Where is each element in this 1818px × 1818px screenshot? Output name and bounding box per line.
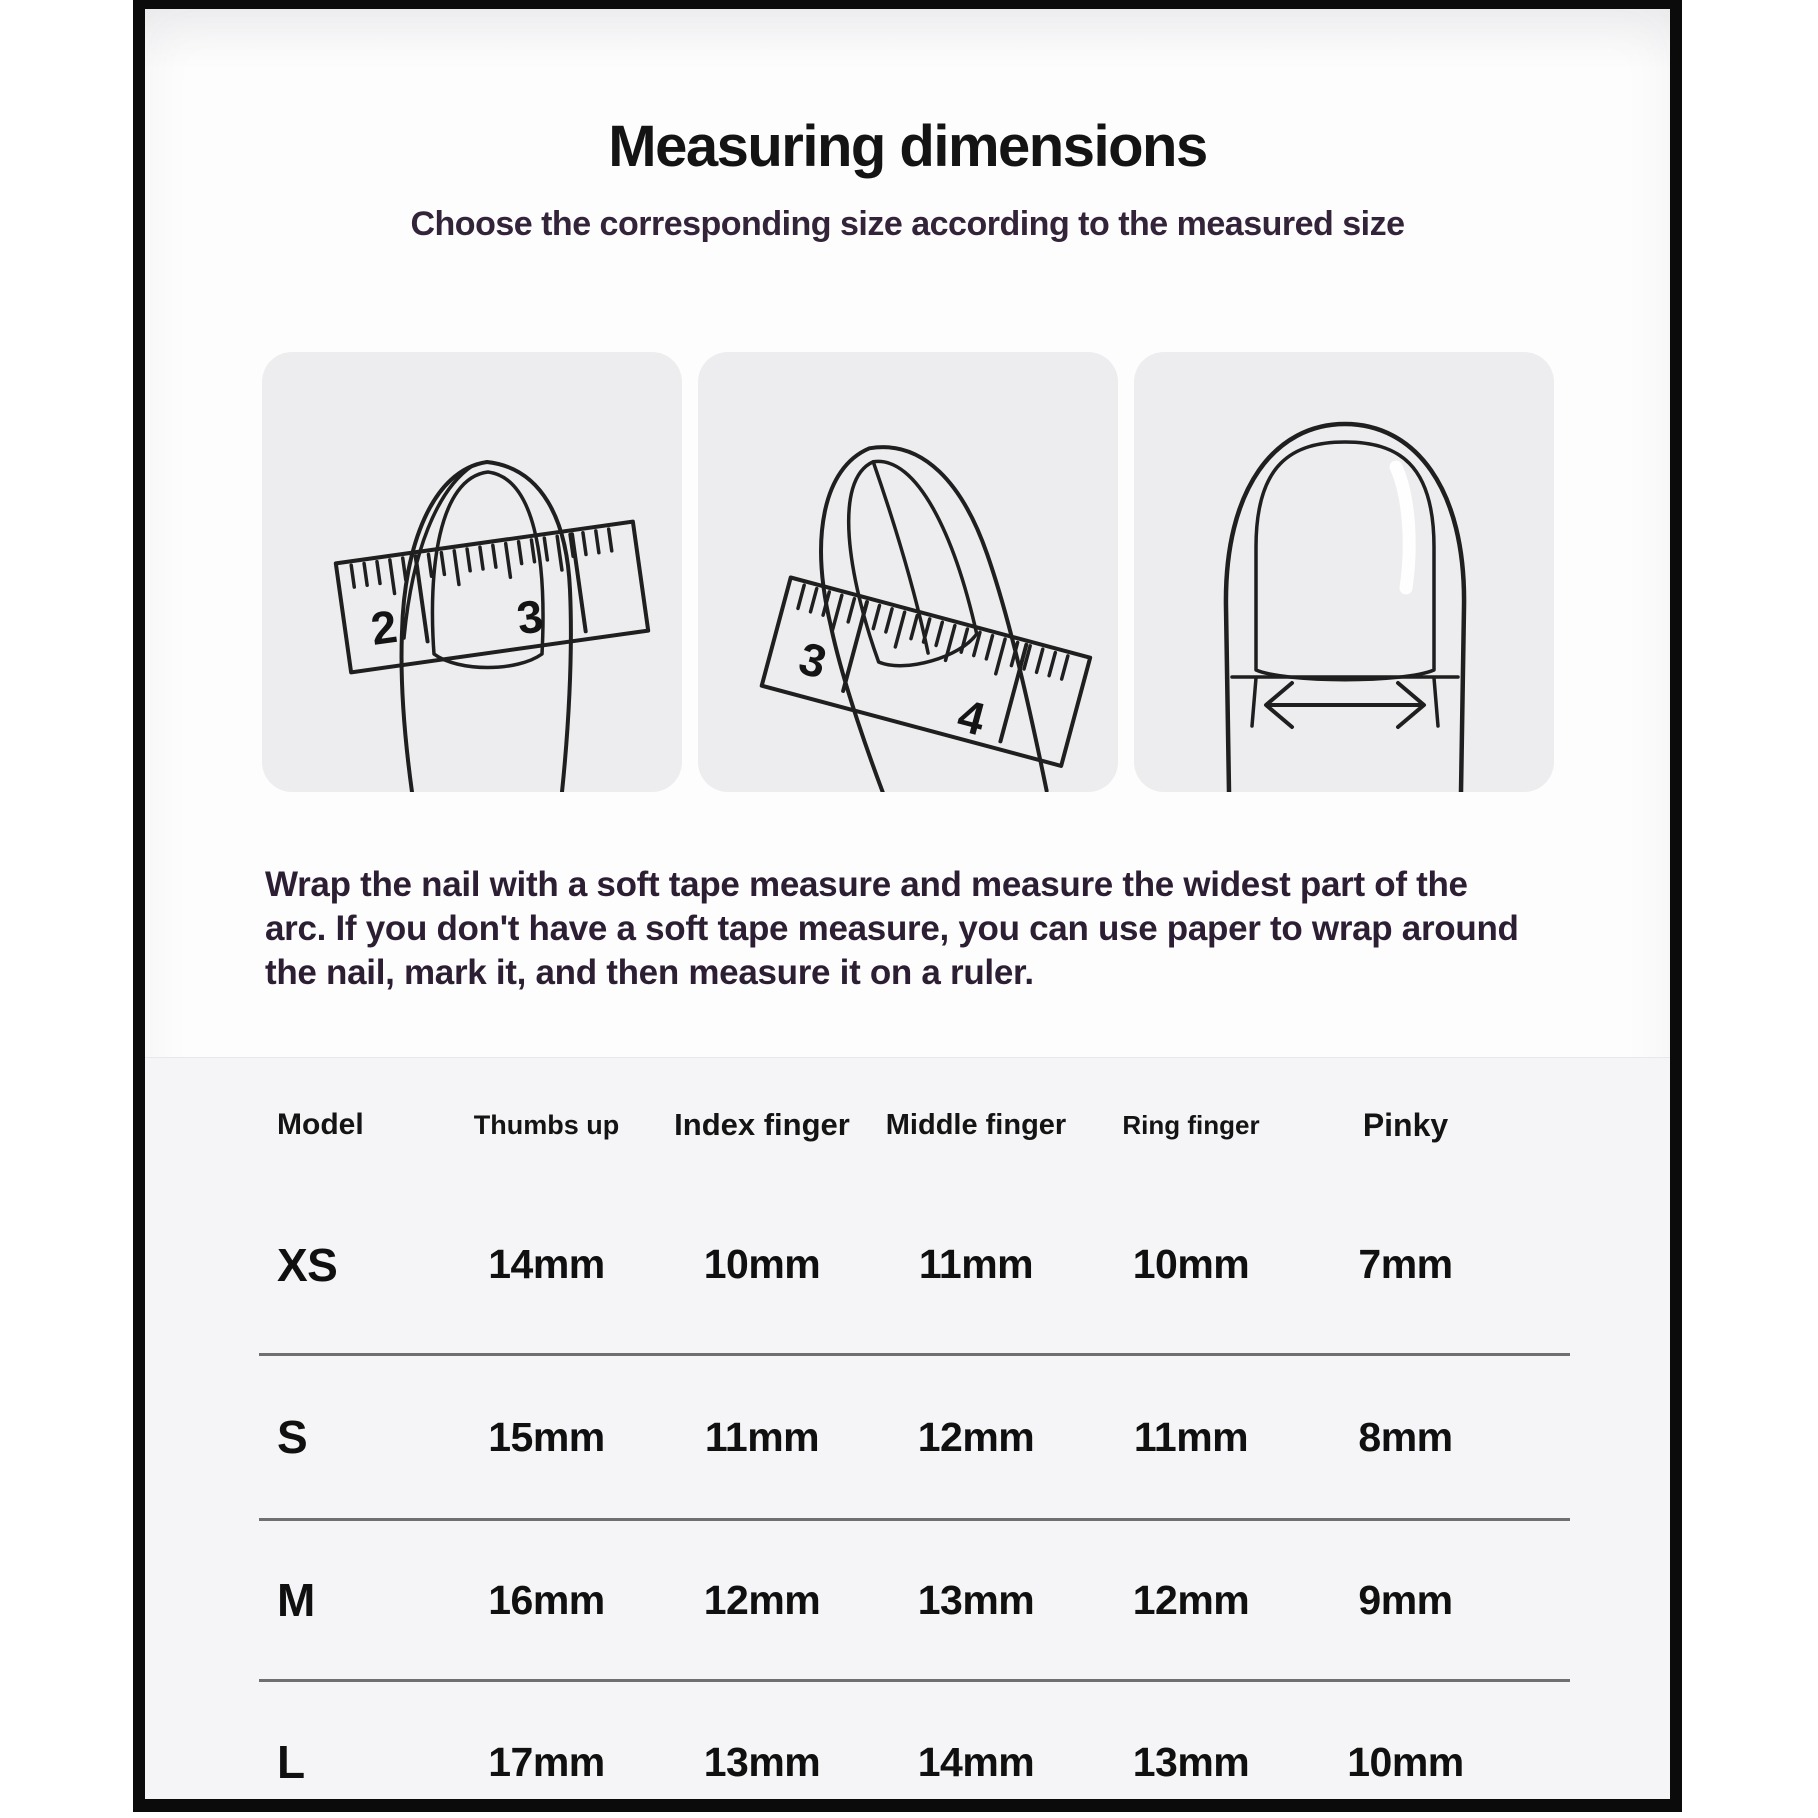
- column-header-thumb: Thumbs up: [473, 1109, 620, 1140]
- illustration-card-tilted-finger: [698, 352, 1118, 792]
- page-content: [145, 9, 1670, 1799]
- size-value: 13mm: [1132, 1738, 1250, 1785]
- page-subtitle: Choose the corresponding size according to the measured size: [410, 205, 1405, 243]
- size-label: L: [277, 1736, 305, 1788]
- illustration-card-nail-width: [1134, 352, 1554, 792]
- table-row-m: [259, 1518, 1570, 1679]
- size-table-header: [259, 1080, 1570, 1170]
- size-value: 12mm: [1132, 1576, 1250, 1623]
- size-value: 10mm: [1132, 1241, 1250, 1287]
- size-label: S: [277, 1411, 308, 1463]
- tape-measure-wrap-upright-icon: [262, 352, 682, 792]
- size-value: 9mm: [1358, 1576, 1453, 1623]
- size-value: 12mm: [917, 1413, 1035, 1460]
- column-header-model: Model: [277, 1108, 364, 1141]
- column-header-middle-finger: Middle finger: [885, 1108, 1067, 1141]
- size-table: [259, 1080, 1570, 1812]
- table-row-xs: [259, 1170, 1570, 1353]
- size-value: 11mm: [1133, 1413, 1249, 1460]
- size-value: 8mm: [1358, 1413, 1453, 1460]
- table-row-l: [259, 1679, 1570, 1812]
- size-value: 14mm: [488, 1241, 605, 1287]
- tape-number: 3: [513, 589, 547, 645]
- size-value: 17mm: [488, 1738, 605, 1785]
- tape-measure-wrap-tilted-icon: [698, 352, 1118, 792]
- size-value: 13mm: [703, 1738, 821, 1785]
- size-value: 11mm: [918, 1241, 1034, 1287]
- page-title: Measuring dimensions: [608, 114, 1207, 179]
- size-value: 10mm: [703, 1241, 821, 1287]
- size-value: 16mm: [488, 1576, 605, 1623]
- size-value: 14mm: [917, 1738, 1035, 1785]
- size-value: 7mm: [1358, 1241, 1453, 1287]
- size-value: 10mm: [1347, 1738, 1464, 1785]
- illustration-card-upright-finger: [262, 352, 682, 792]
- table-row-s: [259, 1353, 1570, 1518]
- size-label: M: [277, 1574, 315, 1626]
- size-value: 11mm: [704, 1413, 820, 1460]
- nail-width-arrow-icon: [1134, 352, 1554, 792]
- column-header-pinky: Pinky: [1362, 1106, 1449, 1143]
- page-frame: [133, 0, 1682, 1812]
- size-label: XS: [277, 1238, 338, 1291]
- size-value: 12mm: [703, 1576, 821, 1623]
- double-arrow: [1266, 683, 1424, 727]
- column-header-index-finger: Index finger: [674, 1107, 850, 1142]
- tape-number: 4: [952, 688, 991, 746]
- tape-number: 2: [367, 599, 401, 655]
- instructions-line: arc. If you don't have a soft tape measure, you can use paper to wrap around: [265, 909, 1519, 948]
- column-header-ring-finger: Ring finger: [1122, 1109, 1260, 1140]
- instructions-text: [265, 863, 1555, 995]
- instructions-line: Wrap the nail with a soft tape measure and measure the widest part of the: [265, 865, 1468, 904]
- illustration-row: [262, 352, 1554, 792]
- size-value: 13mm: [917, 1576, 1035, 1623]
- tape-number: 3: [793, 631, 832, 689]
- instructions-line: the nail, mark it, and then measure it on a ruler.: [265, 953, 1034, 992]
- size-value: 15mm: [488, 1413, 605, 1460]
